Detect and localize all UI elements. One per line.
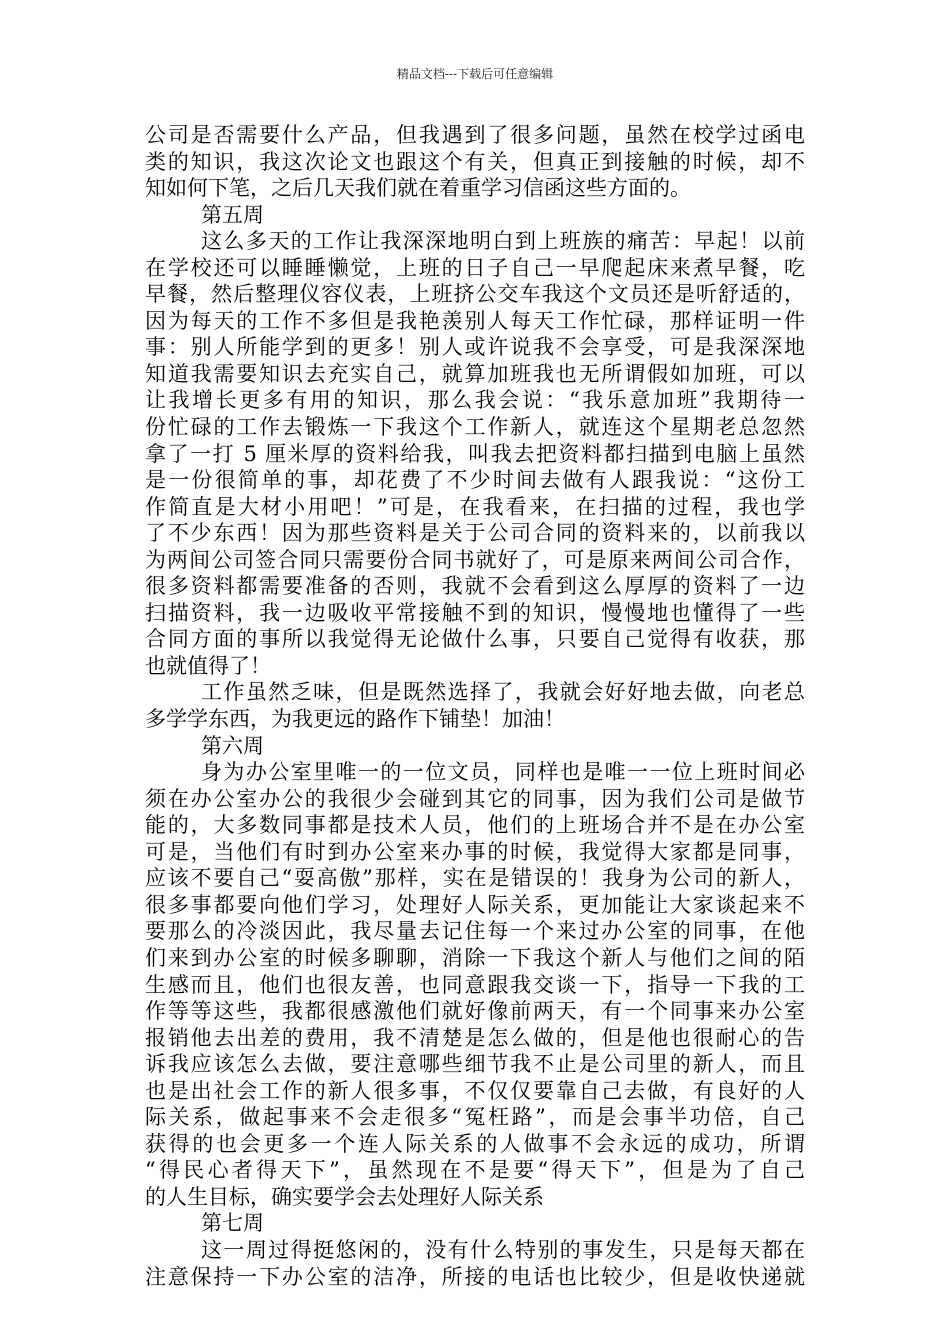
text-line: 因为每天的工作不多但是我艳羡别人每天工作忙碌，那样证明一件 bbox=[145, 308, 805, 333]
text-line: 工作虽然乏味，但是既然选择了，我就会好好地去做，向老总 bbox=[201, 680, 805, 705]
text-line: 扫描资料，我一边吸收平常接触不到的知识，慢慢地也懂得了一些 bbox=[145, 600, 805, 625]
text-line: 知如何下笔，之后几天我们就在着重学习信函这些方面的。 bbox=[145, 176, 691, 201]
text-line: 公司是否需要什么产品，但我遇到了很多问题，虽然在校学过函电 bbox=[145, 123, 805, 147]
text-line: 也就值得了！ bbox=[145, 653, 271, 678]
text-line: 这一周过得挺悠闲的，没有什么特别的事发生，只是每天都在 bbox=[201, 1237, 805, 1262]
text-line: 让我增长更多有用的知识，那么我会说：“我乐意加班”我期待一 bbox=[145, 388, 805, 413]
page-header: 精品文档---下载后可任意编辑 bbox=[396, 67, 554, 81]
text-line: 诉我应该怎么去做，要注意哪些细节我不止是公司里的新人，而且 bbox=[145, 1052, 805, 1077]
text-line: 作等等这些，我都很感激他们就好像前两天，有一个同事来办公室 bbox=[145, 999, 805, 1024]
text-line: 早餐，然后整理仪容仪表，上班挤公交车我这个文员还是听舒适的， bbox=[145, 282, 805, 307]
text-line: 身为办公室里唯一的一位文员，同样也是唯一一位上班时间必 bbox=[201, 760, 805, 785]
text-line: 多学学东西，为我更远的路作下铺垫！加油！ bbox=[145, 707, 565, 732]
text-line: 份忙碌的工作去锻炼一下我这个工作新人，就连这个星期老总忽然 bbox=[145, 415, 805, 440]
text-line: 了不少东西！因为那些资料是关于公司合同的资料来的，以前我以 bbox=[145, 521, 805, 546]
text-line: 的人生目标，确实要学会去处理好人际关系 bbox=[145, 1184, 544, 1209]
text-line: 获得的也会更多一个连人际关系的人做事不会永远的成功，所谓 bbox=[145, 1131, 805, 1156]
text-line: 是一份很简单的事，却花费了不少时间去做有人跟我说：“这份工 bbox=[145, 468, 805, 493]
text-line: 事：别人所能学到的更多！别人或许说我不会享受，可是我深深地 bbox=[145, 335, 805, 360]
text-line: 须在办公室办公的我很少会碰到其它的同事，因为我们公司是做节 bbox=[145, 786, 805, 811]
text-line: 也是出社会工作的新人很多事，不仅仅要靠自己去做，有良好的人 bbox=[145, 1078, 805, 1103]
text-line: 际关系，做起事来不会走很多“冤枉路”，而是会事半功倍，自己 bbox=[145, 1105, 805, 1130]
text-line: 可是，当他们有时到办公室来办事的时候，我觉得大家都是同事， bbox=[145, 839, 805, 864]
text-line: 在学校还可以睡睡懒觉，上班的日子自己一早爬起床来煮早餐，吃 bbox=[145, 255, 805, 280]
text-line: 知道我需要知识去充实自己，就算加班我也无所谓假如加班，可以 bbox=[145, 361, 805, 386]
text-line: 能的，大多数同事都是技术人员，他们的上班场合并不是在办公室 bbox=[145, 813, 805, 838]
text-line: 们来到办公室的时候多聊聊，消除一下我这个新人与他们之间的陌 bbox=[145, 945, 805, 970]
text-line: 拿了一打 5 厘米厚的资料给我，叫我去把资料都扫描到电脑上虽然 bbox=[145, 441, 805, 466]
document-body bbox=[145, 122, 805, 1290]
section-heading: 第五周 bbox=[201, 202, 264, 227]
text-line: 报销他去出差的费用，我不清楚是怎么做的，但是他也很耐心的告 bbox=[145, 1025, 805, 1050]
text-line: 类的知识，我这次论文也跟这个有关，但真正到接触的时候，却不 bbox=[145, 149, 805, 174]
text-line: “得民心者得天下”，虽然现在不是要“得天下”，但是为了自己 bbox=[145, 1158, 805, 1183]
text-line: 这么多天的工作让我深深地明白到上班族的痛苦：早起！以前 bbox=[201, 229, 805, 254]
text-line: 很多资料都需要准备的否则，我就不会看到这么厚厚的资料了一边 bbox=[145, 574, 805, 599]
text-line: 合同方面的事所以我觉得无论做什么事，只要自己觉得有收获，那 bbox=[145, 627, 805, 652]
text-line: 为两间公司签合同只需要份合同书就好了，可是原来两间公司合作， bbox=[145, 547, 805, 572]
section-heading: 第六周 bbox=[201, 733, 264, 758]
text-line: 作简直是大材小用吧！”可是，在我看来，在扫描的过程，我也学 bbox=[145, 494, 805, 519]
section-heading: 第七周 bbox=[201, 1211, 264, 1236]
text-line: 注意保持一下办公室的洁净，所接的电话也比较少，但是收快递就 bbox=[145, 1264, 805, 1289]
text-line: 要那么的冷淡因此，我尽量去记住每一个来过办公室的同事，在他 bbox=[145, 919, 805, 944]
text-line: 应该不要自己“耍高傲”那样，实在是错误的！我身为公司的新人， bbox=[145, 866, 805, 891]
text-line: 生感而且，他们也很友善，也同意跟我交谈一下，指导一下我的工 bbox=[145, 972, 805, 997]
text-line: 很多事都要向他们学习，处理好人际关系，更加能让大家谈起来不 bbox=[145, 892, 805, 917]
